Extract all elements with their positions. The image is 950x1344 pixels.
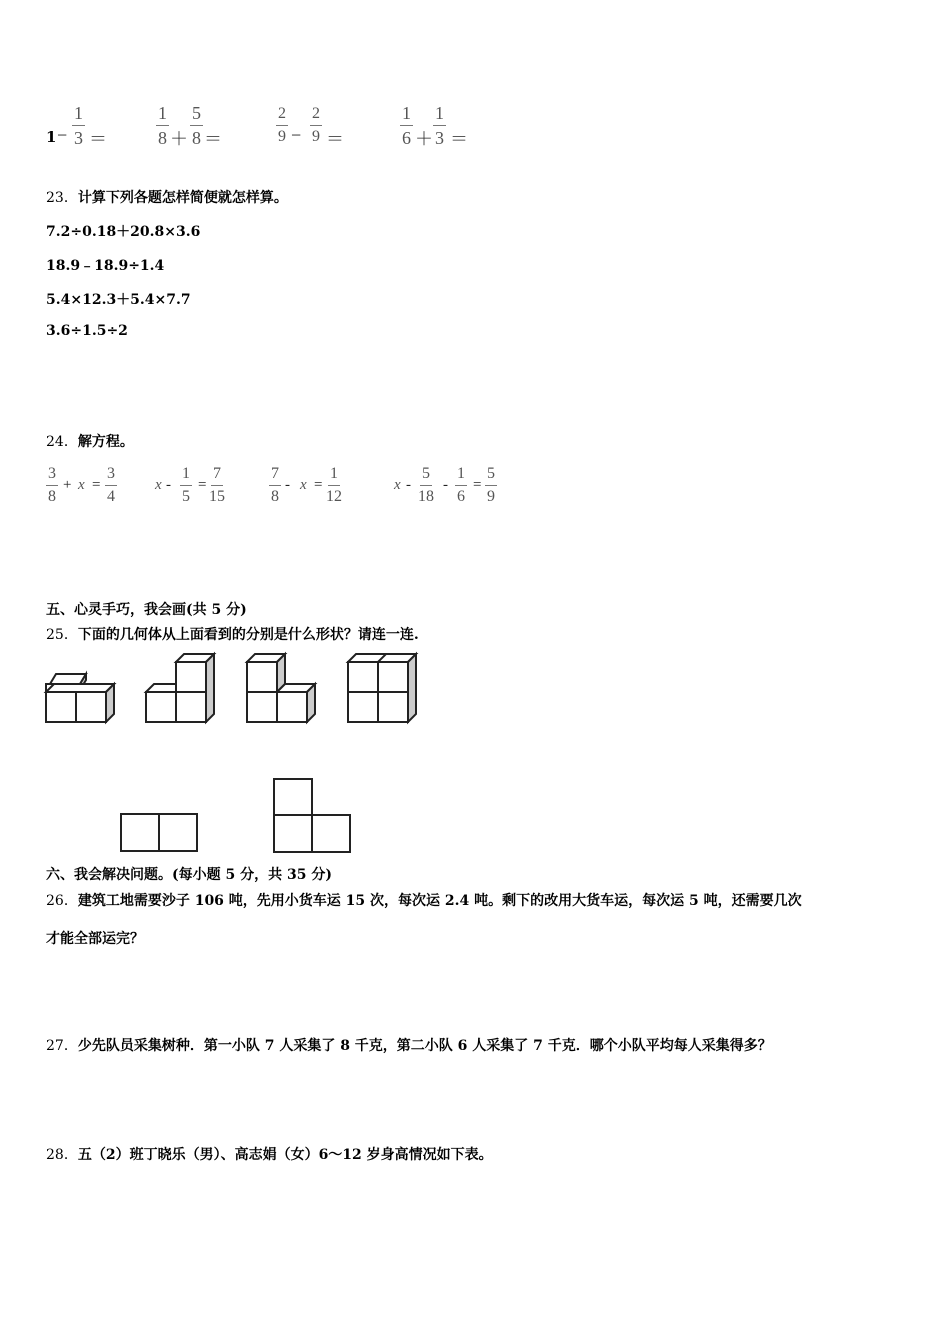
eq4-frac-c: $\frac{5}{9}$ <box>487 465 495 505</box>
fraction-1-lead: 1 <box>46 128 57 146</box>
top-view-a <box>120 812 200 854</box>
eq3-eq: = <box>314 477 323 493</box>
q23-heading <box>46 187 288 207</box>
fraction-3-b: $\frac{2}{9}$ <box>312 105 320 145</box>
eq1-plus: + <box>63 477 72 493</box>
fraction-3-op: − <box>291 125 302 145</box>
q28-number: 28． <box>46 1147 78 1163</box>
q27-text: 少先队员采集树种．第一小队 7 人采集了 8 千克，第二小队 6 人采集了 7 千克．哪个小队平均每人采集得多？ <box>77 1038 772 1054</box>
q26-number: 26． <box>46 893 78 909</box>
eq4-frac-a: $\frac{5}{18}$ <box>418 465 434 505</box>
section6-title: 六、我会解决问题。(每小题 5 分，共 35 分) <box>46 867 332 883</box>
eq2-minus: - <box>166 477 171 493</box>
eq2-frac-b: $\frac{7}{15}$ <box>209 465 225 505</box>
fraction-4-eq: ＝ <box>450 129 468 149</box>
eq2-frac-a: $\frac{1}{5}$ <box>182 465 190 505</box>
q27-number: 27． <box>46 1038 78 1054</box>
section5-title: 五、心灵手巧，我会画(共 5 分) <box>46 602 247 618</box>
solid-figure-1 <box>44 670 124 730</box>
top-view-b <box>273 777 353 855</box>
solid-figure-4 <box>346 650 426 730</box>
eq2-eq: = <box>198 477 207 493</box>
q25-heading <box>46 624 419 644</box>
fraction-1-op: − <box>57 125 68 145</box>
fraction-4-op: ＋ <box>415 129 433 149</box>
q25-number: 25． <box>46 627 78 643</box>
eq3-frac-b: $\frac{1}{12}$ <box>326 465 342 505</box>
q23-item-2: 18.9﹣18.9÷1.4 <box>46 258 165 274</box>
fraction-1-term: $\frac{1}{3}$ <box>74 103 83 148</box>
q23-number: 23． <box>46 190 78 206</box>
fraction-3-a: $\frac{2}{9}$ <box>278 105 286 145</box>
q27-line <box>46 1035 772 1055</box>
eq1-frac-a: $\frac{3}{8}$ <box>48 465 56 505</box>
eq1-x: x <box>78 477 85 493</box>
q25-text: 下面的几何体从上面看到的分别是什么形状？请连一连. <box>77 627 419 643</box>
fraction-4-b: $\frac{1}{3}$ <box>435 103 444 148</box>
fraction-3-eq: ＝ <box>326 129 344 149</box>
eq3-minus: - <box>285 477 290 493</box>
q24-text: 解方程。 <box>77 434 134 450</box>
fraction-4-a: $\frac{1}{6}$ <box>402 103 411 148</box>
q23-item-4: 3.6÷1.5÷2 <box>46 323 128 339</box>
fraction-2-eq: ＝ <box>204 129 222 149</box>
q24-heading <box>46 431 134 451</box>
eq4-x: x <box>394 477 401 493</box>
fraction-2-op: ＋ <box>170 129 188 149</box>
q26-line-1 <box>46 890 802 910</box>
eq1-frac-b: $\frac{3}{4}$ <box>107 465 115 505</box>
q28-line <box>46 1144 493 1164</box>
eq4-minus-1: - <box>406 477 411 493</box>
q24-number: 24． <box>46 434 78 450</box>
q23-text: 计算下列各题怎样简便就怎样算。 <box>77 190 288 206</box>
eq4-eq: = <box>473 477 482 493</box>
fraction-2-b: $\frac{5}{8}$ <box>192 103 201 148</box>
eq2-x: x <box>155 477 162 493</box>
solid-figure-2 <box>144 650 224 730</box>
solid-figure-3 <box>245 650 325 730</box>
q26-text-1: 建筑工地需要沙子 106 吨，先用小货车运 15 次，每次运 2.4 吨。剩下的改用大货车运，每次运 5 吨，还需要几次 <box>77 893 802 909</box>
q26-line-2: 才能全部运完？ <box>46 931 144 947</box>
fraction-2-a: $\frac{1}{8}$ <box>158 103 167 148</box>
eq4-minus-2: - <box>443 477 448 493</box>
eq1-eq: = <box>92 477 101 493</box>
q23-item-1: 7.2÷0.18＋20.8×3.6 <box>46 224 201 240</box>
eq4-frac-b: $\frac{1}{6}$ <box>457 465 465 505</box>
q28-text: 五（2）班丁晓乐（男）、高志娟（女）6～12 岁身高情况如下表。 <box>77 1147 493 1163</box>
eq3-x: x <box>300 477 307 493</box>
fraction-1-eq: ＝ <box>89 129 107 149</box>
q23-item-3: 5.4×12.3＋5.4×7.7 <box>46 292 191 308</box>
eq3-frac-a: $\frac{7}{8}$ <box>271 465 279 505</box>
